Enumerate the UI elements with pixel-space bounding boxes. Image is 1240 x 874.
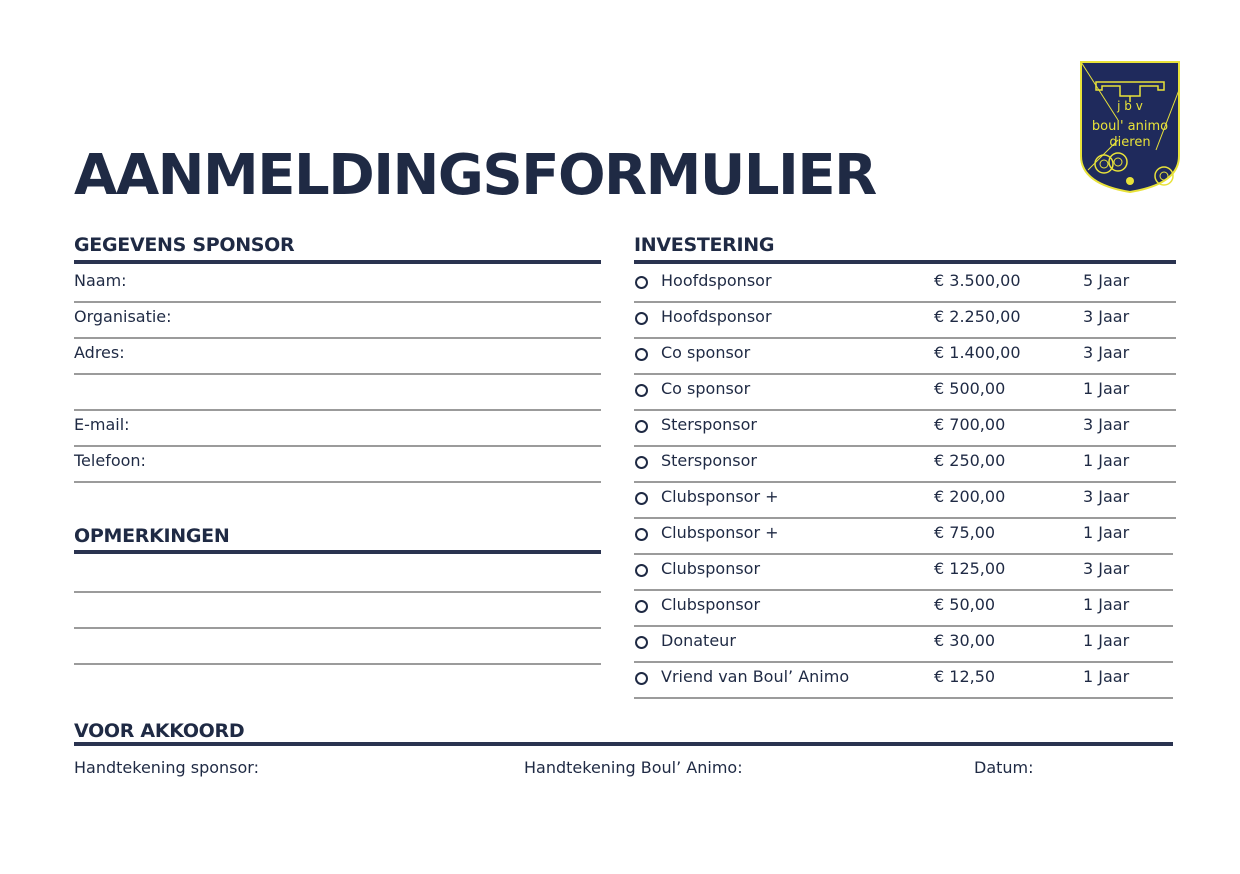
option-price: € 2.250,00 (934, 307, 1021, 326)
remarks-line[interactable] (74, 629, 601, 665)
club-signature-label[interactable]: Handtekening Boul’ Animo: (524, 758, 743, 777)
option-term: 3 Jaar (1083, 343, 1130, 362)
option-term: 5 Jaar (1083, 271, 1130, 290)
field-label: Telefoon: (74, 451, 146, 470)
option-price: € 30,00 (934, 631, 996, 650)
investment-option[interactable] (634, 663, 1173, 699)
option-name: Donateur (661, 631, 736, 650)
agreement-heading: VOOR AKKOORD (74, 720, 245, 742)
radio-circle-icon[interactable] (635, 636, 648, 649)
investment-option[interactable] (634, 267, 1176, 303)
radio-circle-icon[interactable] (635, 420, 648, 433)
radio-circle-icon[interactable] (635, 492, 648, 505)
radio-circle-icon[interactable] (635, 456, 648, 469)
club-logo (1078, 60, 1182, 194)
option-price: € 250,00 (934, 451, 1006, 470)
radio-circle-icon[interactable] (635, 312, 648, 325)
sponsor-heading-rule (74, 260, 601, 264)
field-organisatie[interactable] (74, 303, 601, 339)
investment-option[interactable] (634, 411, 1176, 447)
radio-circle-icon[interactable] (635, 600, 648, 613)
option-name: Clubsponsor + (661, 523, 779, 542)
investment-option[interactable] (634, 519, 1173, 555)
investment-option[interactable] (634, 591, 1173, 627)
option-price: € 1.400,00 (934, 343, 1021, 362)
option-term: 1 Jaar (1083, 451, 1130, 470)
radio-circle-icon[interactable] (635, 384, 648, 397)
investment-option[interactable] (634, 339, 1176, 375)
field-label: Naam: (74, 271, 127, 290)
radio-circle-icon[interactable] (635, 672, 648, 685)
sponsor-heading: GEGEVENS SPONSOR (74, 234, 295, 256)
investment-option[interactable] (634, 375, 1176, 411)
option-price: € 700,00 (934, 415, 1006, 434)
remarks-line[interactable] (74, 557, 601, 593)
svg-text:j b v: j b v (1117, 99, 1143, 113)
option-name: Co sponsor (661, 379, 751, 398)
svg-text:dieren: dieren (1109, 135, 1151, 150)
option-price: € 200,00 (934, 487, 1006, 506)
investment-option[interactable] (634, 303, 1176, 339)
sponsor-signature-label[interactable]: Handtekening sponsor: (74, 758, 259, 777)
option-price: € 125,00 (934, 559, 1006, 578)
remarks-heading-rule (74, 550, 601, 554)
investment-option[interactable] (634, 627, 1173, 663)
option-term: 1 Jaar (1083, 595, 1130, 614)
option-name: Stersponsor (661, 451, 757, 470)
investment-heading-rule (634, 260, 1176, 264)
page-title: AANMELDINGSFORMULIER (74, 143, 876, 208)
option-term: 1 Jaar (1083, 631, 1130, 650)
option-price: € 500,00 (934, 379, 1006, 398)
radio-circle-icon[interactable] (635, 348, 648, 361)
investment-option[interactable] (634, 555, 1173, 591)
option-price: € 3.500,00 (934, 271, 1021, 290)
field-telefoon[interactable] (74, 447, 601, 483)
remarks-line[interactable] (74, 593, 601, 629)
radio-circle-icon[interactable] (635, 528, 648, 541)
field-adres[interactable] (74, 339, 601, 375)
field-adres-line-2[interactable] (74, 375, 601, 411)
svg-text:boul' animo: boul' animo (1091, 119, 1169, 134)
field-naam[interactable] (74, 267, 601, 303)
radio-circle-icon[interactable] (635, 276, 648, 289)
field-email[interactable] (74, 411, 601, 447)
option-term: 3 Jaar (1083, 307, 1130, 326)
option-price: € 12,50 (934, 667, 996, 686)
field-label: E-mail: (74, 415, 130, 434)
radio-circle-icon[interactable] (635, 564, 648, 577)
investment-heading: INVESTERING (634, 234, 775, 256)
investment-option[interactable] (634, 483, 1176, 519)
date-label[interactable]: Datum: (974, 758, 1034, 777)
option-name: Hoofdsponsor (661, 271, 772, 290)
option-name: Clubsponsor + (661, 487, 779, 506)
option-price: € 75,00 (934, 523, 996, 542)
field-label: Organisatie: (74, 307, 172, 326)
option-price: € 50,00 (934, 595, 996, 614)
option-term: 1 Jaar (1083, 667, 1130, 686)
investment-option[interactable] (634, 447, 1176, 483)
agreement-heading-rule (74, 742, 1173, 746)
option-term: 1 Jaar (1083, 379, 1130, 398)
option-name: Clubsponsor (661, 595, 761, 614)
option-name: Hoofdsponsor (661, 307, 772, 326)
option-term: 1 Jaar (1083, 523, 1130, 542)
option-name: Stersponsor (661, 415, 757, 434)
remarks-heading: OPMERKINGEN (74, 525, 230, 547)
option-name: Vriend van Boul’ Animo (661, 667, 850, 686)
option-name: Clubsponsor (661, 559, 761, 578)
option-term: 3 Jaar (1083, 559, 1130, 578)
option-term: 3 Jaar (1083, 415, 1130, 434)
option-term: 3 Jaar (1083, 487, 1130, 506)
option-name: Co sponsor (661, 343, 751, 362)
field-label: Adres: (74, 343, 125, 362)
